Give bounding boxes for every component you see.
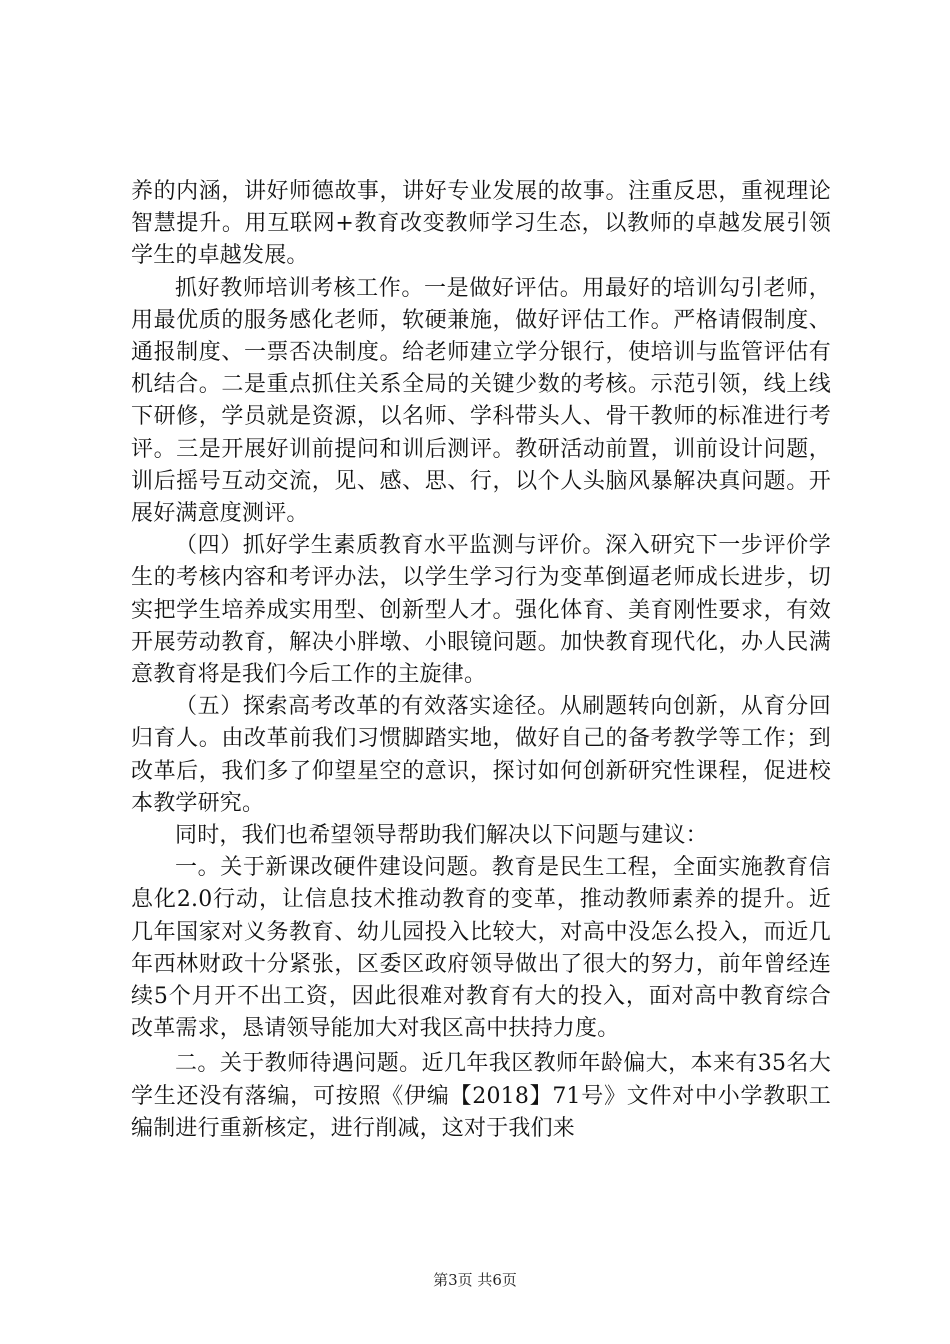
paragraph-1: 养的内涵，讲好师德故事，讲好专业发展的故事。注重反思，重视理论智慧提升。用互联网+教育改变教师学习生态，以教师的卓越发展引领学生的卓越发展。 [131,179,831,269]
paragraph-2: 抓好教师培训考核工作。一是做好评估。用最好的培训勾引老师，用最优质的服务感化老师，软硬兼施，做好评估工作。严格请假制度、通报制度、一票否决制度。给老师建立学分银行，使培训与监管评估有机结合。二是重点抓住关系全局的关键少数的考核。示范引领，线上线下研修，学员就是资源，以名师、学科带头人、骨干教师的标准进行考评。三是开展好训前提问和训后测评。教研活动前置，训前设计问题，训后摇号互动交流，见、感、思、行，以个人头脑风暴解决真问题。开展好满意度测评。 [131,275,831,527]
paragraph-7: 二。关于教师待遇问题。近几年我区教师年龄偏大，本来有35名大学生还没有落编，可按照《伊编【2018】71号》文件对中小学教职工编制进行重新核定，进行削减，这对于我们来 [131,1051,831,1141]
paragraph-4: （五）探索高考改革的有效落实途径。从刷题转向创新，从育分回归育人。由改革前我们习惯脚踏实地，做好自己的备考教学等工作；到改革后，我们多了仰望星空的意识，探讨如何创新研究性课程，促进校本教学研究。 [131,694,831,816]
paragraph-3: （四）抓好学生素质教育水平监测与评价。深入研究下一步评价学生的考核内容和考评办法，以学生学习行为变革倒逼老师成长进步，切实把学生培养成实用型、创新型人才。强化体育、美育刚性要求，有效开展劳动教育，解决小胖墩、小眼镜问题。加快教育现代化，办人民满意教育将是我们今后工作的主旋律。 [131,533,831,688]
document-body [131,176,831,1145]
paragraph-5: 同时，我们也希望领导帮助我们解决以下问题与建议： [175,823,708,849]
paragraph-6: 一。关于新课改硬件建设问题。教育是民生工程，全面实施教育信息化2.0行动，让信息技术推动教育的变革，推动教师素养的提升。近几年国家对义务教育、幼儿园投入比较大，对高中没怎么投入，而近几年西林财政十分紧张，区委区政府领导做出了很大的努力，前年曾经连续5个月开不出工资，因此很难对教育有大的投入，面对高中教育综合改革需求，恳请领导能加大对我区高中扶持力度。 [131,855,831,1042]
page-number-footer: 第3页 共6页 [433,1271,517,1289]
